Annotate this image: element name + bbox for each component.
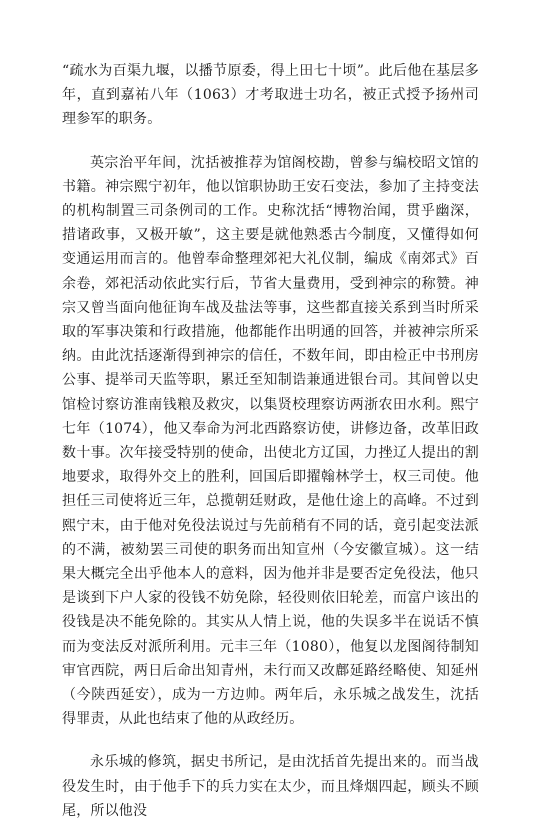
paragraph-2: 英宗治平年间，沈括被推荐为馆阁校勘，曾参与编校昭文馆的书籍。神宗熙宁初年，他以馆职协助王安石变法，参加了主持变法的机构制置三司条例司的工作。史称沈括“博物治闻，贯乎幽深，措诸政事，又极开敏”，这主要是就他熟悉古今制度，又懂得如何变通运用而言的。他曾奉命整理郊祀大礼仪制，编成《南郊式》百余卷，郊祀活动依此实行后，节省大量费用，受到神宗的称赞。神宗又曾当面向他征询车战及盐法等事，这些都直接关系到当时所采取的军事决策和行政措施，他都能作出明通的回答，并被神宗所采纳。由此沈括逐渐得到神宗的信任，不数年间，即由检正中书刑房公事、提举司天监等职，累迁至知制诰兼通进银台司。其间曾以史馆检讨察访淮南钱粮及救灾，以集贤校理察访两浙农田水利。熙宁七年（1074），他又奉命为河北西路察访使，讲修边备，改革旧政数十事。次年接受特别的使命，出使北方辽国，力挫辽人提出的割地要求，取得外交上的胜利，回国后即擢翰林学士，权三司使。他担任三司使将近三年，总揽朝廷财政，是他仕途上的高峰。不过到熙宁末，由于他对免役法说过与先前稍有不同的话，竟引起变法派的不满，被劾罢三司使的职务而出知宣州（今安徽宣城）。这一结果大概完全出乎他本人的意料，因为他并非是要否定免役法，他只是谈到下户人家的役钱不妨免除，轻役则依旧轮差，而富户该出的役钱是决不能免除的。其实从人情上说，他的失误多半在说话不慎而为变法反对派所利用。元丰三年（1080），他复以龙图阁待制知审官西院，两日后命出知青州，未行而又改鄜延路经略使、知延州（今陕西延安），成为一方边帅。两年后，永乐城之战发生，沈括得罪责，从此也结束了他的从政经历。 [62,154,479,728]
paragraph-1: “疏水为百渠九堰，以播节原委，得上田七十顷”。此后他在基层多年，直到嘉祐八年（1063）才考取进士功名，被正式授予扬州司理参军的职务。 [62,63,479,128]
paragraph-gap [62,731,479,750]
paragraph-3: 永乐城的修筑，据史书所记，是由沈括首先提出来的。而当战役发生时，由于他手下的兵力实在太少，而且烽烟四起，顾头不顾尾，所以他没 [62,754,479,819]
paragraph-gap [62,132,479,151]
